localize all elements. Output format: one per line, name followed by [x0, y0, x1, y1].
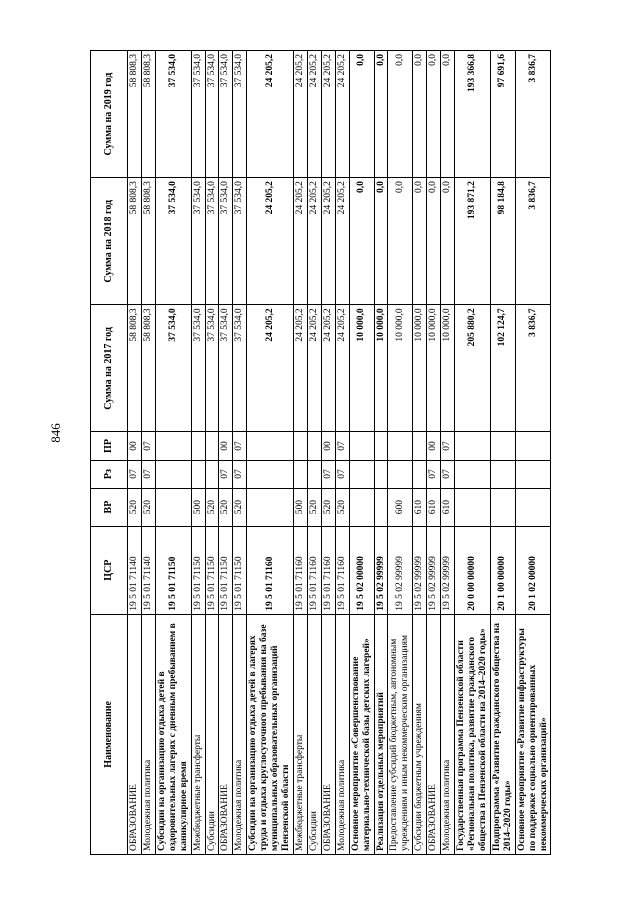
row-sum-2018: 0,0 — [374, 178, 388, 305]
table-row — [490, 51, 515, 855]
row-csr: 19 5 01 71150 — [191, 526, 205, 614]
row-vr: 520 — [321, 488, 335, 526]
row-sum-2017: 3 836,7 — [515, 305, 551, 432]
row-sum-2017: 37 534,0 — [191, 305, 205, 432]
row-rz — [191, 460, 205, 488]
row-name: Субсидии — [205, 614, 219, 854]
table-row — [293, 51, 307, 855]
row-rz — [515, 460, 551, 488]
row-rz: 07 — [141, 460, 155, 488]
row-csr: 19 5 02 99999 — [413, 526, 427, 614]
row-pr: 00 — [219, 432, 233, 460]
row-csr: 19 5 02 99999 — [388, 526, 413, 614]
row-name: ОБРАЗОВАНИЕ — [427, 614, 441, 854]
table-row — [247, 51, 294, 855]
row-sum-2017: 10 000,0 — [427, 305, 441, 432]
row-sum-2018: 98 184,8 — [490, 178, 515, 305]
row-sum-2017: 24 205,2 — [321, 305, 335, 432]
row-sum-2017: 37 534,0 — [233, 305, 247, 432]
row-rz — [307, 460, 321, 488]
row-rz — [374, 460, 388, 488]
table-row — [427, 51, 441, 855]
row-vr: 500 — [191, 488, 205, 526]
row-name: ОБРАЗОВАНИЕ — [128, 614, 142, 854]
row-sum-2019: 0,0 — [427, 51, 441, 178]
row-csr: 19 5 01 71150 — [205, 526, 219, 614]
row-csr: 19 5 02 00000 — [349, 526, 374, 614]
row-sum-2018: 37 534,0 — [219, 178, 233, 305]
row-rz: 07 — [427, 460, 441, 488]
row-name: ОБРАЗОВАНИЕ — [219, 614, 233, 854]
row-name: Основное мероприятие «Развитие инфраструктуры по поддержке социально ориентированных некоммерческих организаций» — [515, 614, 551, 854]
row-sum-2017: 58 808,3 — [141, 305, 155, 432]
row-sum-2019: 0,0 — [349, 51, 374, 178]
row-pr — [349, 432, 374, 460]
row-pr — [307, 432, 321, 460]
row-sum-2018: 0,0 — [441, 178, 455, 305]
row-pr — [205, 432, 219, 460]
row-name: Государственная программа Пензенской области «Региональная политика, развитие гражданского общества в Пензенской области на 2014–2020 годы» — [455, 614, 491, 854]
row-rz: 07 — [335, 460, 349, 488]
page-number: 846 — [48, 423, 63, 443]
row-sum-2019: 193 366,8 — [455, 51, 491, 178]
row-rz — [293, 460, 307, 488]
header-vr: ВР — [91, 488, 128, 526]
budget-table-page — [90, 50, 560, 855]
row-rz: 07 — [128, 460, 142, 488]
row-pr: 00 — [128, 432, 142, 460]
row-pr: 00 — [427, 432, 441, 460]
row-vr: 520 — [219, 488, 233, 526]
row-sum-2019: 37 534,0 — [233, 51, 247, 178]
row-rz — [205, 460, 219, 488]
row-sum-2017: 37 534,0 — [205, 305, 219, 432]
row-sum-2017: 10 000,0 — [388, 305, 413, 432]
row-name: Молодежная политика — [141, 614, 155, 854]
row-csr: 19 5 01 71150 — [219, 526, 233, 614]
row-pr — [155, 432, 191, 460]
row-sum-2018: 3 836,7 — [515, 178, 551, 305]
row-name: Субсидии на организацию отдыха детей в оздоровительных лагерях с дневным пребыванием в каникулярное время — [155, 614, 191, 854]
table-row — [219, 51, 233, 855]
row-sum-2019: 24 205,2 — [247, 51, 294, 178]
row-rz — [247, 460, 294, 488]
row-csr: 19 5 01 71150 — [155, 526, 191, 614]
row-csr: 19 5 02 99999 — [427, 526, 441, 614]
row-vr: 520 — [233, 488, 247, 526]
row-csr: 20 1 02 00000 — [515, 526, 551, 614]
row-csr: 19 5 01 71160 — [293, 526, 307, 614]
row-sum-2018: 24 205,2 — [247, 178, 294, 305]
row-sum-2018: 193 871,2 — [455, 178, 491, 305]
row-csr: 19 5 01 71140 — [141, 526, 155, 614]
row-name: Основное мероприятие «Совершенствование материально-технической базы детских лагерей» — [349, 614, 374, 854]
table-row — [413, 51, 427, 855]
row-pr: 07 — [335, 432, 349, 460]
row-vr: 610 — [441, 488, 455, 526]
table-row — [307, 51, 321, 855]
row-sum-2019: 3 836,7 — [515, 51, 551, 178]
row-pr — [455, 432, 491, 460]
row-vr — [247, 488, 294, 526]
row-sum-2017: 10 000,0 — [441, 305, 455, 432]
row-csr: 19 5 01 71160 — [321, 526, 335, 614]
row-sum-2017: 58 808,3 — [128, 305, 142, 432]
table-row — [128, 51, 142, 855]
row-rz: 07 — [321, 460, 335, 488]
row-sum-2017: 102 124,7 — [490, 305, 515, 432]
table-row — [205, 51, 219, 855]
row-sum-2018: 37 534,0 — [191, 178, 205, 305]
row-rz — [155, 460, 191, 488]
row-sum-2019: 24 205,2 — [307, 51, 321, 178]
row-sum-2017: 24 205,2 — [247, 305, 294, 432]
row-rz — [455, 460, 491, 488]
row-vr: 520 — [335, 488, 349, 526]
row-csr: 19 5 02 99999 — [374, 526, 388, 614]
row-vr — [349, 488, 374, 526]
row-vr: 520 — [141, 488, 155, 526]
row-csr: 19 5 01 71160 — [247, 526, 294, 614]
row-sum-2019: 58 808,3 — [128, 51, 142, 178]
table-row — [321, 51, 335, 855]
row-pr — [490, 432, 515, 460]
row-pr — [515, 432, 551, 460]
header-csr: ЦСР — [91, 526, 128, 614]
row-sum-2019: 0,0 — [441, 51, 455, 178]
row-sum-2018: 0,0 — [349, 178, 374, 305]
row-sum-2019: 24 205,2 — [321, 51, 335, 178]
row-vr — [155, 488, 191, 526]
row-sum-2017: 10 000,0 — [374, 305, 388, 432]
row-pr — [374, 432, 388, 460]
row-name: Межбюджетные трансферты — [191, 614, 205, 854]
row-name: Молодежная политика — [441, 614, 455, 854]
table-row — [374, 51, 388, 855]
row-sum-2017: 24 205,2 — [293, 305, 307, 432]
row-sum-2018: 0,0 — [388, 178, 413, 305]
row-sum-2019: 0,0 — [374, 51, 388, 178]
row-pr: 07 — [233, 432, 247, 460]
row-sum-2018: 37 534,0 — [233, 178, 247, 305]
row-vr: 610 — [427, 488, 441, 526]
row-name: Молодежная политика — [335, 614, 349, 854]
row-pr: 07 — [141, 432, 155, 460]
row-sum-2017: 24 205,2 — [307, 305, 321, 432]
row-sum-2017: 10 000,0 — [349, 305, 374, 432]
row-name: Реализация отдельных мероприятий — [374, 614, 388, 854]
row-rz: 07 — [233, 460, 247, 488]
table-row — [191, 51, 205, 855]
row-sum-2018: 24 205,2 — [307, 178, 321, 305]
header-sum-2018: Сумма на 2018 год — [91, 178, 128, 305]
row-rz — [388, 460, 413, 488]
row-csr: 19 5 01 71160 — [335, 526, 349, 614]
row-vr — [455, 488, 491, 526]
row-sum-2018: 37 534,0 — [205, 178, 219, 305]
row-sum-2017: 37 534,0 — [155, 305, 191, 432]
header-pr: ПР — [91, 432, 128, 460]
row-rz — [349, 460, 374, 488]
row-pr — [413, 432, 427, 460]
row-name: Межбюджетные трансферты — [293, 614, 307, 854]
row-sum-2019: 97 691,6 — [490, 51, 515, 178]
row-name: Субсидии — [307, 614, 321, 854]
header-name: Наименование — [91, 614, 128, 854]
row-vr: 500 — [293, 488, 307, 526]
row-name: Подпрограмма «Развитие гражданского общества на 2014–2020 годы» — [490, 614, 515, 854]
row-sum-2019: 37 534,0 — [219, 51, 233, 178]
row-pr — [191, 432, 205, 460]
header-sum-2017: Сумма на 2017 год — [91, 305, 128, 432]
row-sum-2017: 37 534,0 — [219, 305, 233, 432]
row-sum-2017: 10 000,0 — [413, 305, 427, 432]
row-sum-2018: 24 205,2 — [321, 178, 335, 305]
row-vr: 520 — [307, 488, 321, 526]
row-vr: 520 — [205, 488, 219, 526]
row-sum-2019: 24 205,2 — [293, 51, 307, 178]
row-csr: 20 1 00 00000 — [490, 526, 515, 614]
row-sum-2018: 24 205,2 — [293, 178, 307, 305]
row-pr: 00 — [321, 432, 335, 460]
budget-table — [90, 50, 551, 855]
row-sum-2019: 0,0 — [413, 51, 427, 178]
table-row — [441, 51, 455, 855]
row-csr: 19 5 02 99999 — [441, 526, 455, 614]
table-row — [141, 51, 155, 855]
row-vr: 520 — [128, 488, 142, 526]
table-row — [455, 51, 491, 855]
row-name: Молодежная политика — [233, 614, 247, 854]
table-row — [335, 51, 349, 855]
row-csr: 19 5 01 71150 — [233, 526, 247, 614]
row-sum-2018: 58 808,3 — [128, 178, 142, 305]
row-sum-2019: 58 808,3 — [141, 51, 155, 178]
table-header-row — [91, 51, 128, 855]
row-pr — [388, 432, 413, 460]
row-name: Предоставление субсидий бюджетным, автономным учреждениям и иным некоммерческим организациям — [388, 614, 413, 854]
row-vr: 610 — [413, 488, 427, 526]
row-sum-2017: 24 205,2 — [335, 305, 349, 432]
row-csr: 20 0 00 00000 — [455, 526, 491, 614]
row-sum-2017: 205 880,2 — [455, 305, 491, 432]
row-sum-2018: 37 534,0 — [155, 178, 191, 305]
row-sum-2019: 24 205,2 — [335, 51, 349, 178]
header-sum-2019: Сумма на 2019 год — [91, 51, 128, 178]
row-sum-2018: 0,0 — [413, 178, 427, 305]
row-rz: 07 — [219, 460, 233, 488]
row-sum-2019: 37 534,0 — [155, 51, 191, 178]
table-row — [349, 51, 374, 855]
table-row — [388, 51, 413, 855]
row-rz: 07 — [441, 460, 455, 488]
header-rz: Рз — [91, 460, 128, 488]
table-row — [155, 51, 191, 855]
row-name: ОБРАЗОВАНИЕ — [321, 614, 335, 854]
row-sum-2019: 0,0 — [388, 51, 413, 178]
table-row — [233, 51, 247, 855]
row-sum-2018: 0,0 — [427, 178, 441, 305]
row-csr: 19 5 01 71140 — [128, 526, 142, 614]
table-body — [128, 51, 551, 855]
row-sum-2019: 37 534,0 — [191, 51, 205, 178]
row-vr — [490, 488, 515, 526]
table-row — [515, 51, 551, 855]
row-pr — [247, 432, 294, 460]
row-name: Субсидии на организацию отдыха детей в лагерях труда и отдыха круглосуточного пребывания на базе муниципальных образовательных организаций Пензенской области — [247, 614, 294, 854]
row-sum-2019: 37 534,0 — [205, 51, 219, 178]
row-sum-2018: 58 808,3 — [141, 178, 155, 305]
row-vr — [374, 488, 388, 526]
row-name: Субсидии бюджетным учреждениям — [413, 614, 427, 854]
row-sum-2018: 24 205,2 — [335, 178, 349, 305]
row-rz — [413, 460, 427, 488]
row-csr: 19 5 01 71160 — [307, 526, 321, 614]
row-vr — [515, 488, 551, 526]
row-vr: 600 — [388, 488, 413, 526]
row-pr: 07 — [441, 432, 455, 460]
row-pr — [293, 432, 307, 460]
row-rz — [490, 460, 515, 488]
